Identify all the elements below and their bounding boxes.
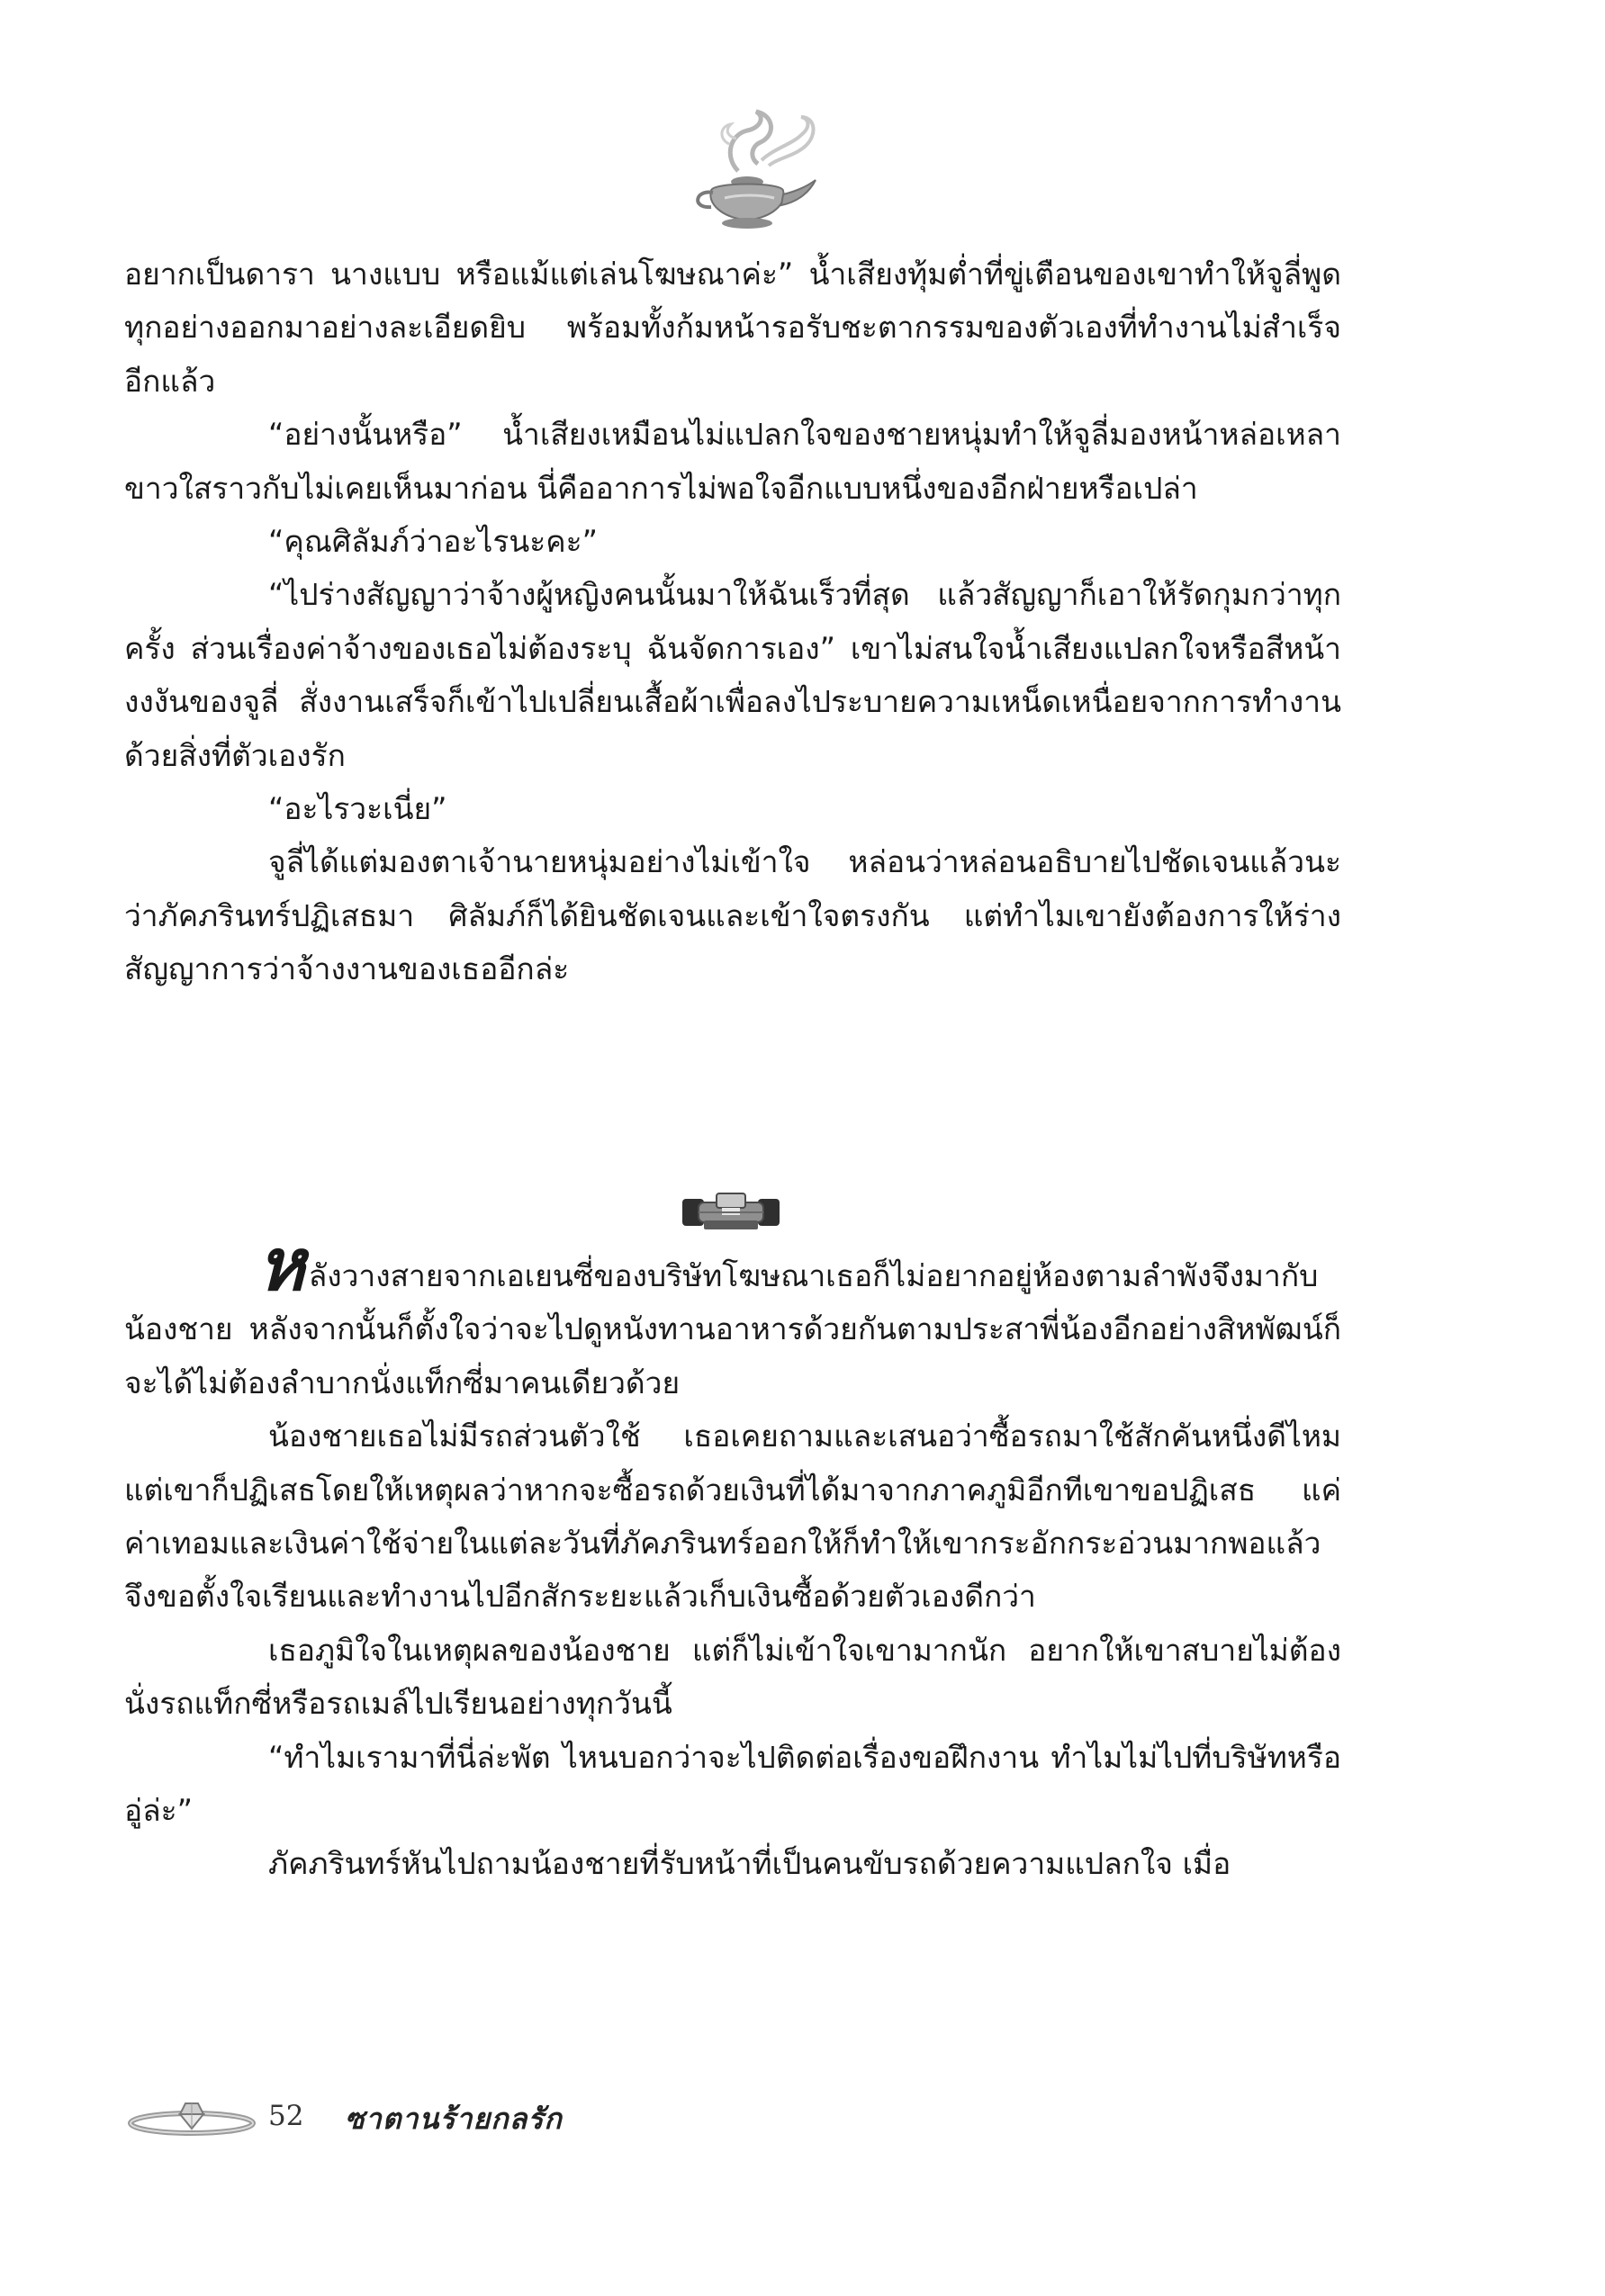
page-footer [124, 2093, 754, 2147]
page-number: 52 [268, 2100, 304, 2132]
paragraph: “คุณศิลัมภ์ว่าอะไรนะคะ” [268, 524, 599, 560]
magic-lamp-icon [675, 108, 819, 234]
drop-cap: ห [257, 1222, 305, 1307]
paragraph: “ไปร่างสัญญาว่าจ้างผู้หญิงคนนั้นมาให้ฉันเร็วที่สุด แล้วสัญญาก็เอาให้รัดกุมกว่าทุกครั้ง ส่วนเรื่องค่าจ้างของเธอไม่ต้องระบุ ฉันจัดการเอง” เขาไม่สนใจน้ำเสียงแปลกใจหรือสีหน้างงงันของจูลี่ สั่งงานเสร็จก็เข้าไปเปลี่ยนเสื้อผ้าเพื่อลงไประบายความเหน็ดเหนื่อยจากการทำงานด้วยสิ่งที่ตัวเองรัก [124, 577, 1341, 773]
book-title: ซาตานร้ายกลรัก [345, 2102, 563, 2136]
text-block-1 [124, 248, 1341, 996]
paragraph: น้องชายเธอไม่มีรถส่วนตัวใช้ เธอเคยถามและเสนอว่าซื้อรถมาใช้สักคันหนึ่งดีไหม แต่เขาก็ปฏิเสธโดยให้เหตุผลว่าหากจะซื้อรถด้วยเงินที่ได้มาจากภาคภูมิอีกทีเขาขอปฏิเสธ แค่ค่าเทอมและเงินค่าใช้จ่ายในแต่ละวันที่ภัคภรินทร์ออกให้ก็ทำให้เขากระอักกระอ่วนมากพอแล้ว จึงขอตั้งใจเรียนและทำงานไปอีกสักระยะแล้วเก็บเงินซื้อด้วยตัวเองดีกว่า [124, 1418, 1341, 1615]
paragraph-continuation: อยากเป็นดารา นางแบบ หรือแม้แต่เล่นโฆษณาค่ะ” น้ำเสียงทุ้มต่ำที่ขู่เตือนของเขาทำให้จูลี่พูดทุกอย่างออกมาอย่างละเอียดยิบ พร้อมทั้งก้มหน้ารอรับชะตากรรมของตัวเองที่ทำงานไม่สำเร็จอีกแล้ว [124, 257, 1341, 399]
paragraph-first-text: ลังวางสายจากเอเยนซี่ของบริษัทโฆษณาเธอก็ไม่อยากอยู่ห้องตามลำพังจึงมากับน้องชาย หลังจากนั้นก็ตั้งใจว่าจะไปดูหนังทานอาหารด้วยกันตามประสาพี่น้องอีกอย่างสิหพัฒน์ก็จะได้ไม่ต้องลำบากนั่งแท็กซี่มาคนเดียวด้วย [124, 1258, 1341, 1400]
paragraph: เธอภูมิใจในเหตุผลของน้องชาย แต่ก็ไม่เข้าใจเขามากนัก อยากให้เขาสบายไม่ต้องนั่งรถแท็กซี่หรือรถเมล์ไปเรียนอย่างทุกวันนี้ [124, 1632, 1341, 1722]
paragraph: “อย่างนั้นหรือ” น้ำเสียงเหมือนไม่แปลกใจของชายหนุ่มทำให้จูลี่มองหน้าหล่อเหลาขาวใสราวกับไม่เคยเห็นมาก่อน นี่คืออาการไม่พอใจอีกแบบหนึ่งของอีกฝ่ายหรือเปล่า [124, 417, 1341, 506]
paragraph: จูลี่ได้แต่มองตาเจ้านายหนุ่มอย่างไม่เข้าใจ หล่อนว่าหล่อนอธิบายไปชัดเจนแล้วนะว่าภัคภรินทร์ปฏิเสธมา ศิลัมภ์ก็ได้ยินชัดเจนและเข้าใจตรงกัน แต่ทำไมเขายังต้องการให้ร่างสัญญาการว่าจ้างงานของเธออีกล่ะ [124, 844, 1341, 987]
paragraph: “ทำไมเรามาที่นี่ล่ะพัต ไหนบอกว่าจะไปติดต่อเรื่องขอฝึกงาน ทำไมไม่ไปที่บริษัทหรืออู่ล่ะ” [124, 1739, 1341, 1829]
paragraph-with-dropcap [124, 1222, 1341, 1409]
diamond-ring-icon [124, 2098, 259, 2138]
paragraph: ภัคภรินทร์หันไปถามน้องชายที่รับหน้าที่เป็นคนขับรถด้วยความแปลกใจ เมื่อ [268, 1846, 1231, 1882]
race-car-icon [677, 1186, 785, 1237]
paragraph: “อะไรวะเนี่ย” [268, 791, 447, 827]
text-block-2 [124, 1222, 1341, 1891]
